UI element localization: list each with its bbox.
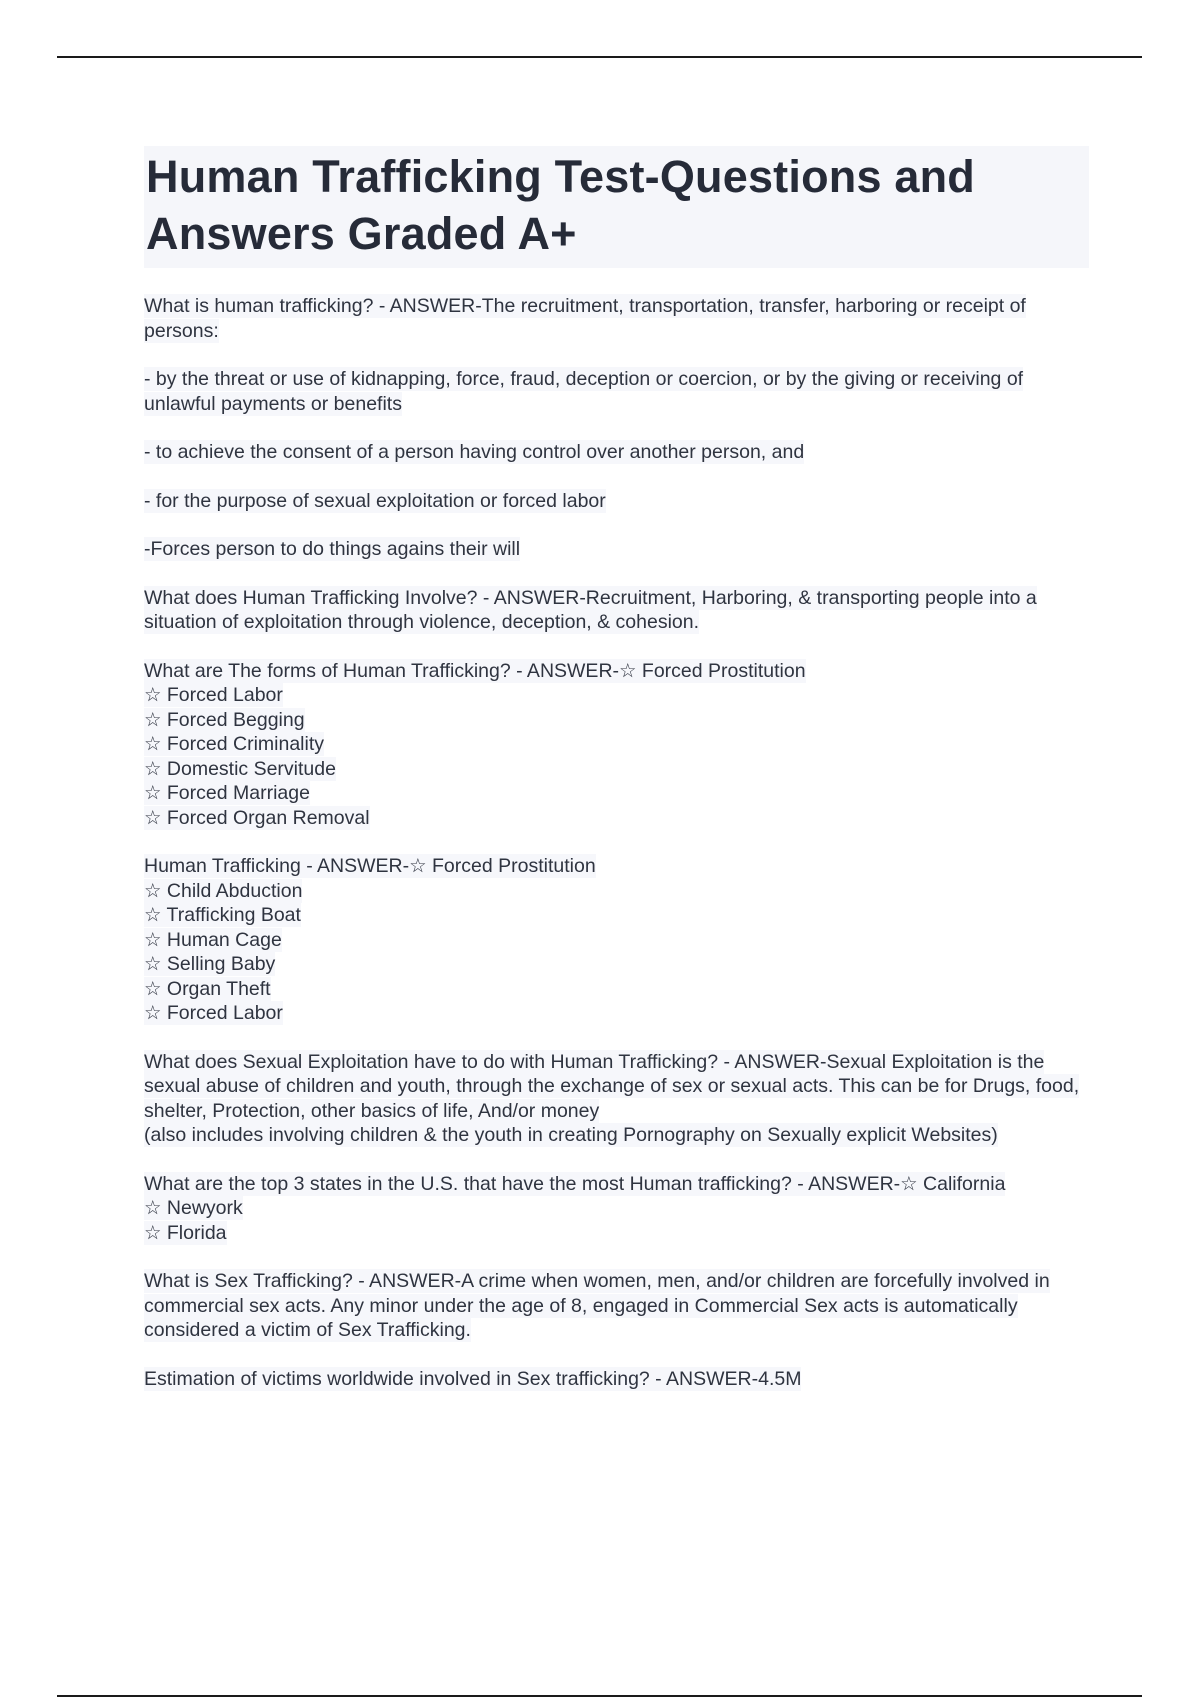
document-title: Human Trafficking Test-Questions and Answers Graded A+: [144, 146, 1089, 268]
qa-paragraph: What is Sex Trafficking? - ANSWER-A crime when women, men, and/or children are forcefully involved in commercial sex acts. Any minor under the age of 8, engaged in Commercial Sex acts is automatically considered a victim of Sex Trafficking.: [144, 1270, 1050, 1341]
qa-paragraph: What does Human Trafficking Involve? - ANSWER-Recruitment, Harboring, & transporting people into a situation of exploitation through violence, deception, & cohesion.: [144, 586, 1037, 633]
qa-paragraph: What are the top 3 states in the U.S. that have the most Human trafficking? - ANSWER-☆ California ☆ Newyork ☆ Florida: [144, 1172, 1006, 1244]
qa-paragraph: Human Trafficking - ANSWER-☆ Forced Prostitution ☆ Child Abduction ☆ Trafficking Boat ☆ Human Cage ☆ Selling Baby ☆ Organ Theft ☆ Forced Labor: [144, 855, 596, 1024]
qa-paragraph: What is human trafficking? - ANSWER-The recruitment, transportation, transfer, harboring or receipt of persons:: [144, 295, 1026, 342]
qa-paragraph: - for the purpose of sexual exploitation or forced labor: [144, 489, 606, 512]
qa-paragraph: Estimation of victims worldwide involved in Sex trafficking? - ANSWER-4.5M: [144, 1367, 802, 1390]
qa-paragraph: What does Sexual Exploitation have to do with Human Trafficking? - ANSWER-Sexual Exploitation is the sexual abuse of children and youth, through the exchange of sex or sexual acts. This can be for Drugs, food, shelter, Protection, other basics of life, And/or money (also includes involving children & the youth in creating Pornography on Sexually explicit Websites): [144, 1050, 1080, 1146]
qa-paragraph: What are The forms of Human Trafficking? - ANSWER-☆ Forced Prostitution ☆ Forced Labor ☆ Forced Begging ☆ Forced Criminality ☆ Domestic Servitude ☆ Forced Marriage ☆ Forced Organ Removal: [144, 659, 806, 829]
top-rule: [57, 56, 1142, 58]
qa-paragraph: -Forces person to do things agains their will: [144, 538, 521, 560]
document-body: [144, 146, 1089, 1415]
bottom-rule: [57, 1695, 1142, 1697]
qa-paragraph: - to achieve the consent of a person having control over another person, and: [144, 441, 805, 463]
qa-paragraph: - by the threat or use of kidnapping, force, fraud, deception or coercion, or by the giving or receiving of unlawful payments or benefits: [144, 368, 1024, 415]
